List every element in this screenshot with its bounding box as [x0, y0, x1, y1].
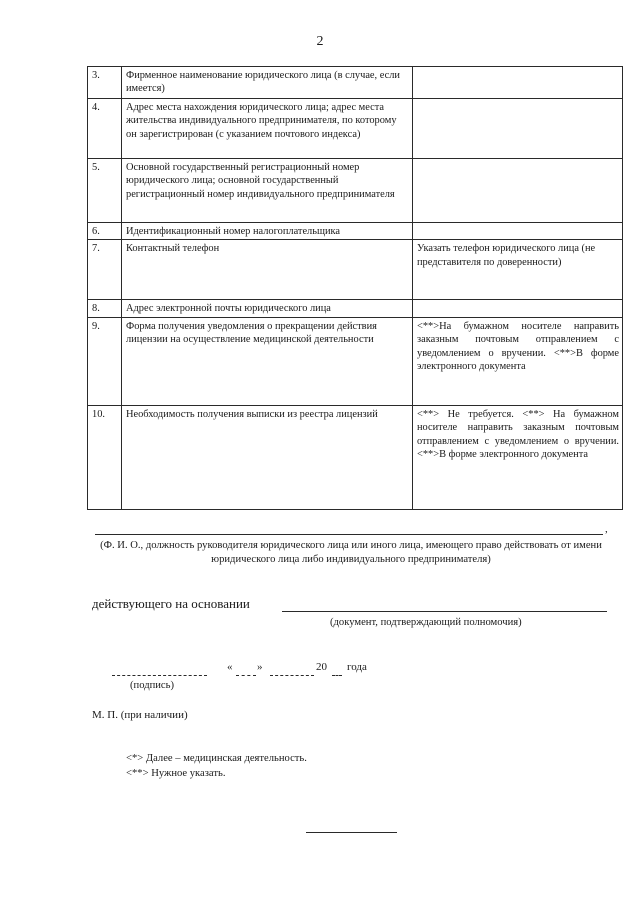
row-label: Форма получения уведомления о прекращении действия лицензии на осуществление медицинской деятельности	[122, 317, 413, 405]
footnote: <**> Нужное указать.	[126, 768, 226, 779]
row-label: Адрес электронной почты юридического лица	[122, 300, 413, 317]
row-label: Адрес места нахождения юридического лица; адрес места жительства индивидуального предпринимателя, по которому он зарегистрирован (с указанием почтового индекса)	[122, 99, 413, 159]
date-year-line[interactable]	[332, 675, 342, 676]
page-number: 2	[316, 34, 324, 49]
table-row	[88, 223, 623, 240]
signature-line[interactable]	[112, 675, 207, 676]
basis-caption: (документ, подтверждающий полномочия)	[330, 617, 522, 628]
row-value-field[interactable]: Указать телефон юридического лица (не представителя по доверенности)	[413, 240, 623, 300]
row-value-field[interactable]	[413, 223, 623, 240]
basis-label: действующего на основании	[92, 596, 250, 611]
table-row	[88, 405, 623, 509]
application-table	[87, 66, 623, 510]
row-number: 6.	[88, 223, 122, 240]
date-month-line[interactable]	[270, 675, 314, 676]
signatory-line[interactable]	[95, 534, 603, 535]
row-label: Идентификационный номер налогоплательщика	[122, 223, 413, 240]
trailing-comma: ,	[605, 523, 608, 535]
table-row	[88, 317, 623, 405]
table-row	[88, 240, 623, 300]
row-value-field[interactable]: <**> Не требуется. <**> На бумажном носителе направить заказным почтовым отправлением с уведомлением о вручении. <**>В форме электронного документа	[413, 405, 623, 509]
basis-line[interactable]	[282, 611, 607, 612]
row-value-field[interactable]	[413, 300, 623, 317]
date-year-prefix: 20	[316, 661, 327, 673]
table-row	[88, 99, 623, 159]
row-value-field[interactable]	[413, 67, 623, 99]
row-label: Фирменное наименование юридического лица (в случае, если имеется)	[122, 67, 413, 99]
row-value-field[interactable]	[413, 99, 623, 159]
row-number: 8.	[88, 300, 122, 317]
row-number: 9.	[88, 317, 122, 405]
row-number: 4.	[88, 99, 122, 159]
row-label: Основной государственный регистрационный номер юридического лица; основной государственный регистрационный номер индивидуального предпринимателя	[122, 159, 413, 223]
row-label: Необходимость получения выписки из реестра лицензий	[122, 405, 413, 509]
date-open-quote: «	[227, 661, 233, 673]
date-suffix: года	[347, 661, 367, 673]
row-number: 7.	[88, 240, 122, 300]
date-day-line[interactable]	[236, 675, 256, 676]
date-close-quote: »	[257, 661, 263, 673]
footnote: <*> Далее – медицинская деятельность.	[126, 753, 307, 764]
row-label: Контактный телефон	[122, 240, 413, 300]
row-value-field[interactable]	[413, 159, 623, 223]
row-number: 3.	[88, 67, 122, 99]
table-row	[88, 67, 623, 99]
row-number: 5.	[88, 159, 122, 223]
separator-line	[306, 832, 397, 833]
stamp-label: М. П. (при наличии)	[92, 709, 188, 721]
row-value-field[interactable]: <**>На бумажном носителе направить заказным почтовым отправлением с уведомлением о вручении. <**>В форме электронного документа	[413, 317, 623, 405]
table-row	[88, 300, 623, 317]
signature-caption: (подпись)	[130, 680, 174, 691]
signatory-caption: (Ф. И. О., должность руководителя юридического лица или иного лица, имеющего право действовать от имени юридического лица либо индивидуального предпринимателя)	[100, 540, 602, 565]
row-number: 10.	[88, 405, 122, 509]
table-row	[88, 159, 623, 223]
